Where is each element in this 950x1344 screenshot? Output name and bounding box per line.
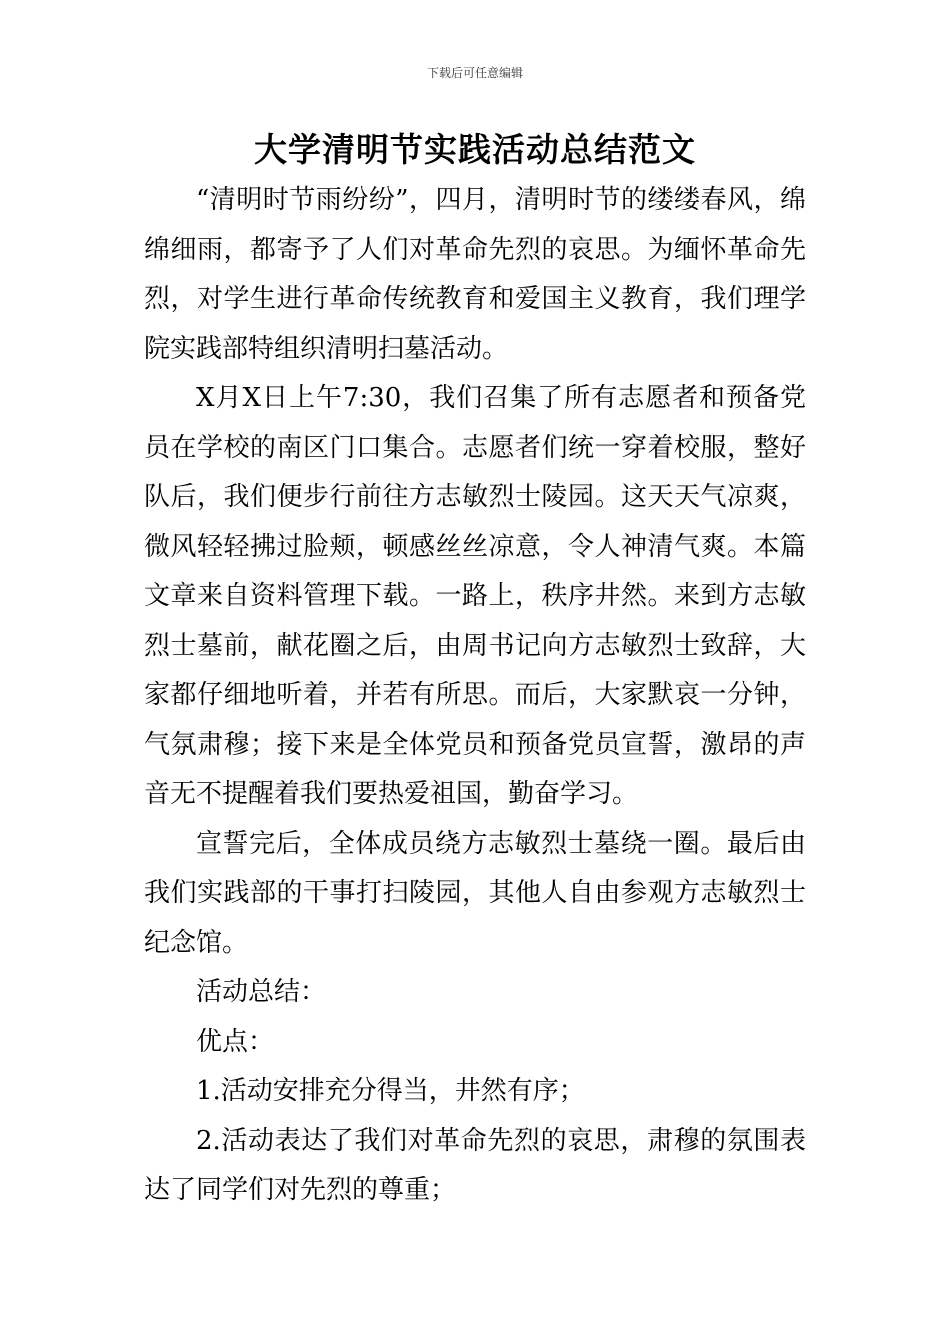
paragraph-intro: “清明时节雨纷纷”，四月，清明时节的缕缕春风，绵绵细雨，都寄予了人们对革命先烈的哀思。为缅怀革命先烈，对学生进行革命传统教育和爱国主义教育，我们理学院实践部特组织清明扫墓活动。 (144, 185, 806, 364)
paragraph-advantages-heading: 优点： (196, 1026, 275, 1057)
paragraph-point-1: 1.活动安排充分得当，井然有序； (196, 1076, 585, 1106)
paragraph-oath: 宣誓完后，全体成员绕方志敏烈士墓绕一圈。最后由我们实践部的干事打扫陵园，其他人自由参观方志敏烈士纪念馆。 (144, 828, 806, 958)
header-note: 下载后可任意编辑 (426, 66, 523, 80)
document-title: 大学清明节实践活动总结范文 (254, 130, 696, 169)
paragraph-point-2: 2.活动表达了我们对革命先烈的哀思，肃穆的氛围表达了同学们对先烈的尊重； (144, 1125, 806, 1205)
paragraph-event: X月X日上午7:30，我们召集了所有志愿者和预备党员在学校的南区门口集合。志愿者们统一穿着校服，整好队后，我们便步行前往方志敏烈士陵园。这天天气凉爽，微风轻轻拂过脸颊，顿感丝丝凉意，令人神清气爽。本篇文章来自资料管理下载。一路上，秩序井然。来到方志敏烈士墓前，献花圈之后，由周书记向方志敏烈士致辞，大家都仔细地听着，并若有所思。而后，大家默哀一分钟，气氛肃穆；接下来是全体党员和预备党员宣誓，激昂的声音无不提醒着我们要热爱祖国，勤奋学习。 (144, 383, 806, 809)
paragraph-summary-heading: 活动总结： (196, 977, 327, 1007)
document-body (144, 176, 806, 1216)
